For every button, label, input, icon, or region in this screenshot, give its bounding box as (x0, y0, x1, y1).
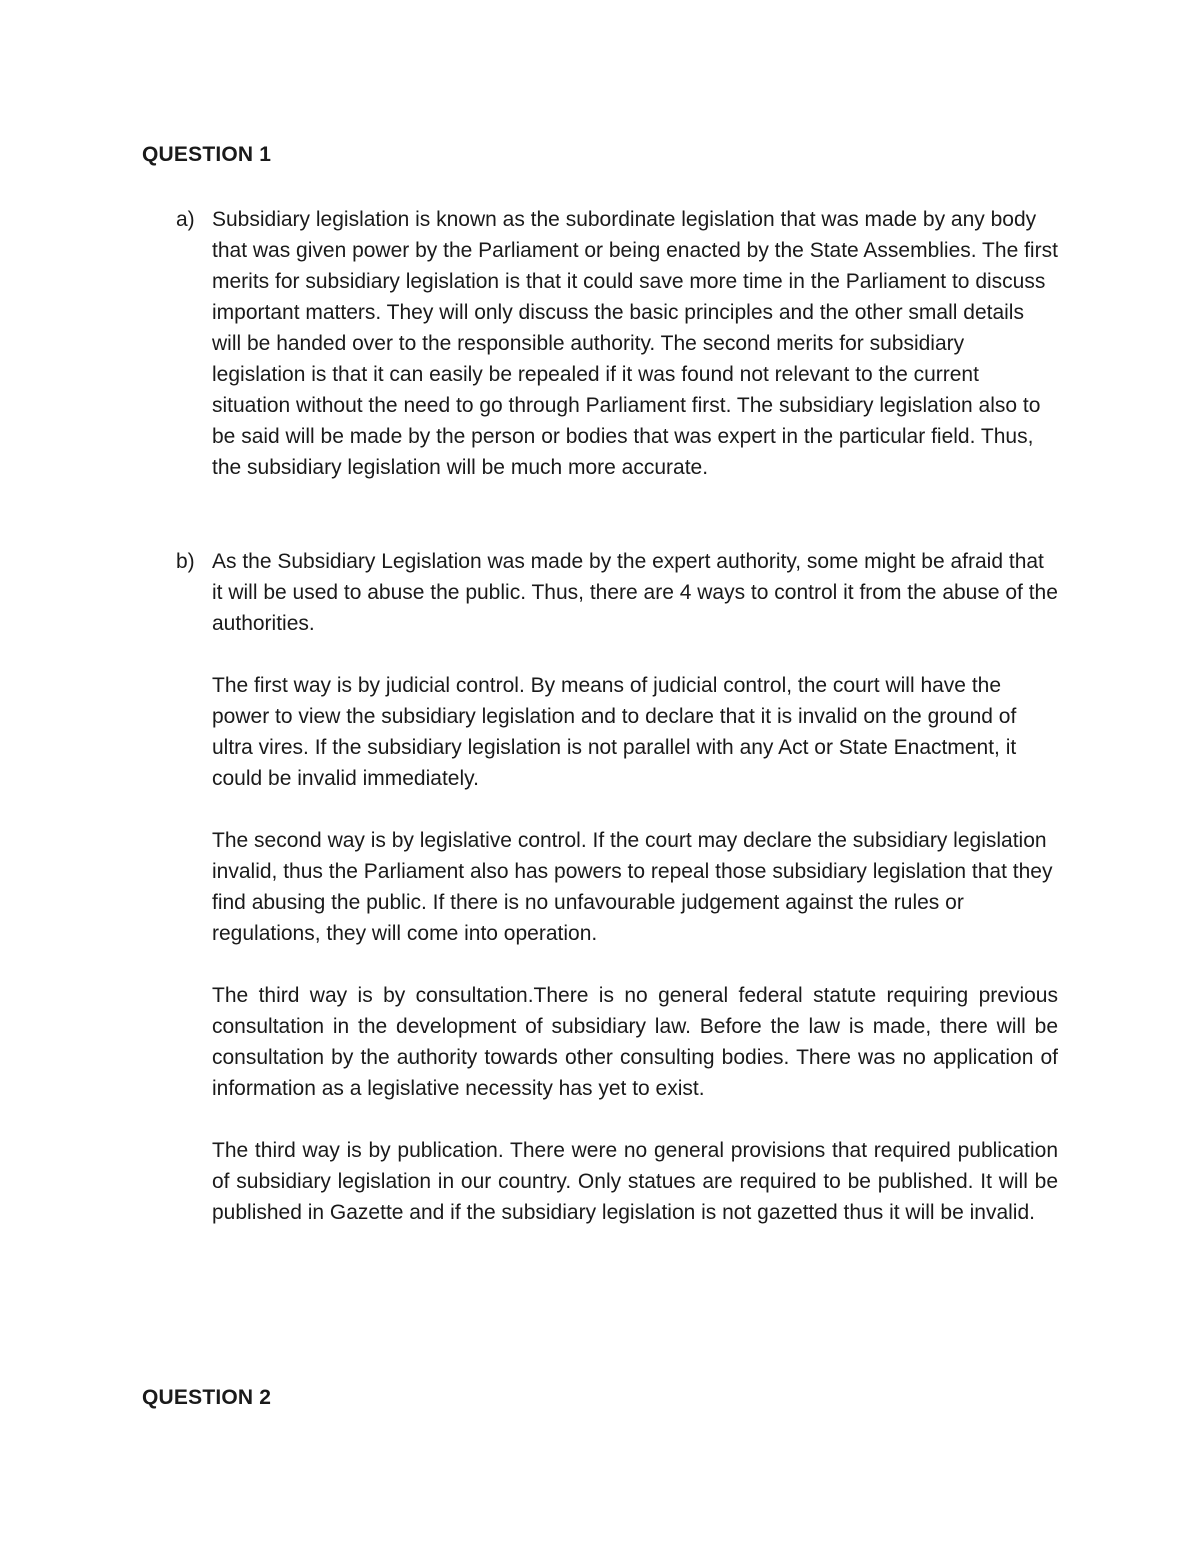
part-b-intro-paragraph: As the Subsidiary Legislation was made by the expert authority, some might be afraid that it will be used to abuse the public. Thus, there are 4 ways to control it from the abuse of the authorities. (212, 550, 1058, 635)
question-1-part-a (176, 204, 1058, 483)
question-2-heading: QUESTION 2 (142, 1386, 272, 1409)
judicial-control-paragraph: The first way is by judicial control. By means of judicial control, the court will have the power to view the subsidiary legislation and to declare that it is invalid on the ground of ultra vires. If the subsidiary legislation is not parallel with any Act or State Enactment, it could be invalid immediately. (212, 674, 1017, 790)
part-a-marker: a) (176, 208, 195, 231)
consultation-paragraph: The third way is by consultation.There is no general federal statute requiring previous consultation in the development of subsidiary law. Before the law is made, there will be consultation by the authority towards other consulting bodies. There was no application of information as a legislative necessity has yet to exist. (212, 984, 1058, 1100)
legislative-control-paragraph: The second way is by legislative control. If the court may declare the subsidiary legislation invalid, thus the Parliament also has powers to repeal those subsidiary legislation that they find abusing the public. If there is no unfavourable judgement against the rules or regulations, they will come into operation. (212, 829, 1053, 945)
part-a-text: Subsidiary legislation is known as the subordinate legislation that was made by any body that was given power by the Parliament or being enacted by the State Assemblies. The first merits for subsidiary legislation is that it could save more time in the Parliament to discuss important matters. They will only discuss the basic principles and the other small details will be handed over to the responsible authority. The second merits for subsidiary legislation is that it can easily be repealed if it was found not relevant to the current situation without the need to go through Parliament first. The subsidiary legislation also to be said will be made by the person or bodies that was expert in the particular field. Thus, the subsidiary legislation will be much more accurate. (212, 208, 1058, 479)
publication-paragraph: The third way is by publication. There were no general provisions that required publication of subsidiary legislation in our country. Only statues are required to be published. It will be published in Gazette and if the subsidiary legislation is not gazetted thus it will be invalid. (212, 1139, 1058, 1224)
question-1-part-b (176, 546, 1058, 1228)
question-1-heading: QUESTION 1 (142, 143, 272, 166)
part-b-marker: b) (176, 550, 195, 573)
